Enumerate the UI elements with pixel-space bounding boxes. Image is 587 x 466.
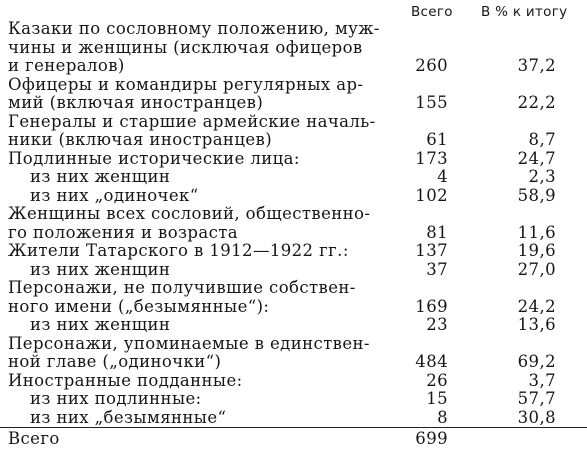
row-total: 173 — [415, 148, 448, 168]
table-row — [8, 261, 583, 280]
table-row — [8, 150, 583, 169]
table-row — [8, 168, 583, 187]
table-row — [8, 353, 583, 372]
row-label: из них „безымянные“ — [30, 407, 227, 427]
row-label: ной главе („одиночки“) — [8, 352, 222, 371]
row-total: 61 — [426, 130, 448, 149]
row-percent: 69,2 — [517, 352, 556, 371]
footer-label: Всего — [8, 429, 60, 448]
header-percent: В % к итогу — [481, 4, 568, 20]
row-total: 81 — [426, 222, 448, 242]
table-row — [8, 335, 583, 354]
row-total: 15 — [426, 389, 448, 408]
row-label: Офицеры и командиры регулярных ар- — [8, 74, 364, 94]
row-label: мий (включая иностранцев) — [8, 93, 264, 112]
row-percent: 57,7 — [517, 389, 556, 408]
row-label: ного имени („безымянные“): — [8, 296, 270, 316]
table-row — [8, 316, 583, 335]
row-label: Подлинные исторические лица: — [8, 148, 300, 168]
row-percent: 22,2 — [517, 93, 556, 112]
header-total: Всего — [411, 4, 453, 20]
row-label: Персонажи, упоминаемые в единствен- — [8, 333, 370, 353]
row-percent: 30,8 — [517, 407, 556, 427]
table-row — [8, 20, 583, 39]
row-total: 37 — [426, 259, 448, 279]
row-label: из них женщин — [30, 167, 171, 186]
row-label: и генералов) — [8, 56, 125, 75]
row-label: го положения и возраста — [8, 222, 239, 242]
table-row — [8, 279, 583, 298]
table-row — [8, 94, 583, 113]
row-label: Казаки по сословному положению, муж- — [8, 19, 380, 38]
row-label: Персонажи, не получившие собствен- — [8, 278, 356, 297]
table-row — [8, 187, 583, 206]
row-percent: 8,7 — [528, 130, 556, 149]
table-row — [8, 76, 583, 95]
row-label: ники (включая иностранцев) — [8, 130, 273, 149]
row-total: 26 — [426, 370, 448, 390]
row-percent: 13,6 — [517, 315, 556, 334]
table-body — [8, 20, 583, 427]
row-total: 102 — [415, 185, 448, 205]
row-label: чины и женщины (исключая офицеров — [8, 37, 363, 57]
row-percent: 11,6 — [517, 222, 556, 242]
row-total: 155 — [415, 93, 448, 112]
table-row — [8, 224, 583, 243]
row-percent: 3,7 — [528, 370, 556, 390]
table-row — [8, 131, 583, 150]
row-total: 137 — [415, 241, 448, 260]
row-total: 260 — [415, 56, 448, 75]
table-row — [8, 298, 583, 317]
row-label: Иностранные подданные: — [8, 370, 243, 390]
footer-total: 699 — [415, 429, 448, 448]
table-row — [8, 409, 583, 428]
row-total: 4 — [437, 167, 448, 186]
table-row — [8, 205, 583, 224]
table-row — [8, 113, 583, 132]
row-total: 23 — [426, 315, 448, 334]
row-percent: 37,2 — [517, 56, 556, 75]
row-percent: 27,0 — [517, 259, 556, 279]
row-label: из них подлинные: — [30, 389, 202, 408]
row-percent: 2,3 — [528, 167, 556, 186]
row-total: 8 — [437, 407, 448, 427]
row-percent: 19,6 — [517, 241, 556, 260]
total-divider — [0, 427, 587, 428]
row-total: 484 — [415, 352, 448, 371]
table-row — [8, 57, 583, 76]
table-row — [8, 242, 583, 261]
row-label: Жители Татарского в 1912—1922 гг.: — [8, 241, 349, 260]
row-total: 169 — [415, 296, 448, 316]
row-label: из них „одиночек“ — [30, 185, 199, 205]
row-label: Генералы и старшие армейские началь- — [8, 111, 376, 131]
table-row — [8, 372, 583, 391]
table-row — [8, 39, 583, 58]
table-row — [8, 390, 583, 409]
row-label: из них женщин — [30, 315, 171, 334]
row-percent: 24,7 — [517, 148, 556, 168]
row-percent: 58,9 — [517, 185, 556, 205]
row-percent: 24,2 — [517, 296, 556, 316]
row-label: Женщины всех сословий, общественно- — [8, 204, 371, 223]
row-label: из них женщин — [30, 259, 171, 279]
